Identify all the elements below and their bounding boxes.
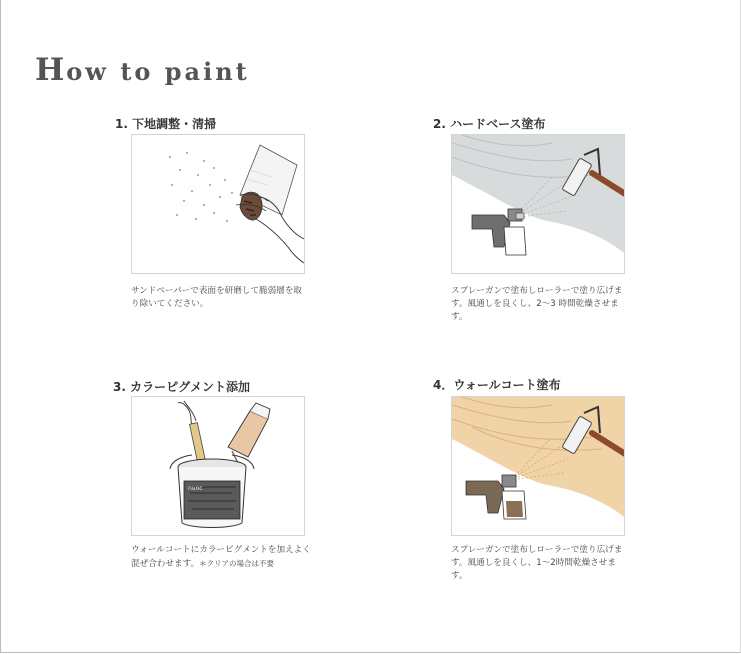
step-1-illustration bbox=[131, 134, 305, 274]
step-3-caption-note: ＊クリアの場合は不要 bbox=[199, 559, 275, 568]
page-title: How to paint bbox=[35, 52, 250, 89]
svg-text:nuoc: nuoc bbox=[188, 485, 203, 492]
step-1-caption: サンドペーパーで表面を研磨して脆弱層を取り除いてください。 bbox=[131, 286, 303, 309]
step-3-heading: 3. カラーピグメント添加 bbox=[113, 380, 250, 394]
step-4-heading: 4．ウォールコート塗布 bbox=[433, 378, 561, 392]
step-4-caption: スプレーガンで塗布しローラーで塗り広げます。風通しを良くし、1〜2時間乾燥させます。 bbox=[451, 545, 623, 581]
step-3-caption bbox=[131, 544, 315, 571]
pigment-can-icon bbox=[132, 397, 304, 535]
step-3-illustration bbox=[131, 396, 305, 536]
step-2-illustration bbox=[451, 134, 625, 274]
spray-gun-roller-icon bbox=[452, 135, 624, 273]
step-2-heading: 2. ハードベース塗布 bbox=[433, 117, 546, 131]
step-4-illustration bbox=[451, 396, 625, 536]
spray-gun-roller-icon bbox=[452, 397, 624, 535]
step-1-heading: 1. 下地調整・清掃 bbox=[115, 117, 217, 131]
step-3-caption-text: ウォールコートにカラーピグメントを加えよく混ぜ合わせます。 bbox=[131, 545, 311, 569]
sandpaper-hand-icon bbox=[132, 135, 304, 273]
step-2-caption: スプレーガンで塗布しローラーで塗り広げます。風通しを良くし、2〜3 時間乾燥させます。 bbox=[451, 286, 623, 322]
